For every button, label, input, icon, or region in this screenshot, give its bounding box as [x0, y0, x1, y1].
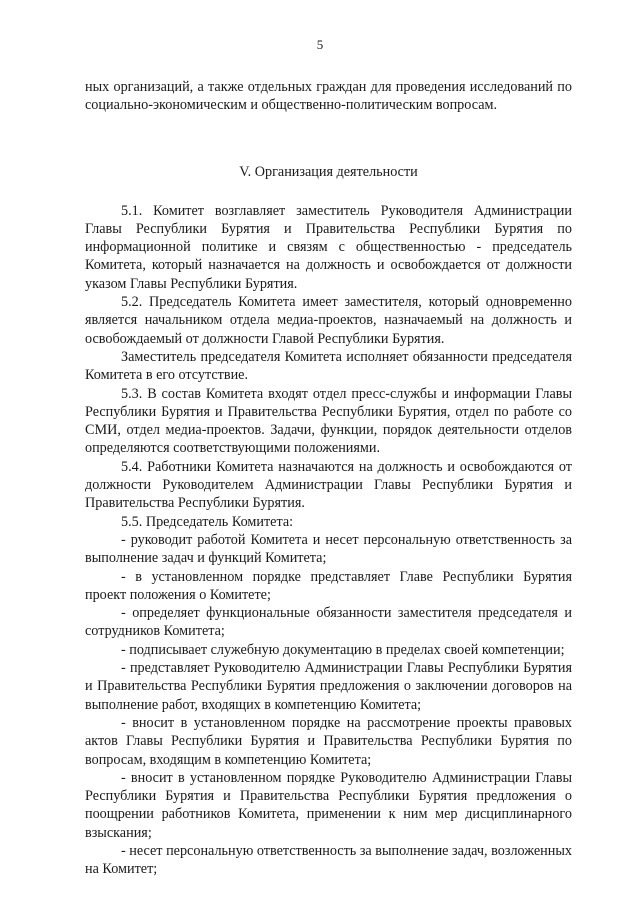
list-item: - вносит в установленном порядке на рассмотрение проекты правовых актов Главы Республики Бурятия и Правительства Республики Бурятия по вопросам, входящим в компетенцию Комитета;	[85, 714, 572, 768]
paragraph-5-5: 5.5. Председатель Комитета:	[121, 513, 294, 530]
page-number: 5	[316, 37, 324, 52]
list-item: - руководит работой Комитета и несет персональную ответственность за выполнение задач и функций Комитета;	[85, 531, 572, 567]
list-item: - подписывает служебную документацию в пределах своей компетенции;	[121, 641, 565, 658]
list-item: - несет персональную ответственность за выполнение задач, возложенных на Комитет;	[85, 842, 572, 878]
continuation-paragraph: ных организаций, а также отдельных граждан для проведения исследований по социально-экономическим и общественно-политическим вопросам.	[85, 79, 572, 114]
paragraph-5-3: 5.3. В состав Комитета входят отдел пресс-службы и информации Главы Республики Бурятия и Правительства Республики Бурятия, отдел по работе со СМИ, отдел медиа-проектов. Задачи, функции, порядок деятельности отделов определяются соответствующими положениями.	[85, 385, 572, 457]
paragraph-5-1: 5.1. Комитет возглавляет заместитель Руководителя Администрации Главы Республики Бурятия и Правительства Республики Бурятия по информационной политике и связям с общественностью - председатель Комитета, который назначается на должность и освобождается от должности указом Главы Республики Бурятия.	[85, 202, 572, 292]
list-item: - представляет Руководителю Администрации Главы Республики Бурятия и Правительства Республики Бурятия предложения о заключении договоров на выполнение работ, входящих в компетенцию Комитета;	[85, 660, 572, 713]
list-item: - определяет функциональные обязанности заместителя председателя и сотрудников Комитета;	[85, 605, 572, 640]
list-item: - в установленном порядке представляет Главе Республики Бурятия проект положения о Комитете;	[85, 568, 572, 603]
paragraph-deputy: Заместитель председателя Комитета исполняет обязанности председателя Комитета в его отсутствие.	[85, 348, 572, 384]
paragraph-5-2: 5.2. Председатель Комитета имеет заместителя, который одновременно является начальником отдела медиа-проектов, назначаемый на должность и освобождаемый от должности Главой Республики Бурятия.	[85, 294, 572, 347]
section-heading: V. Организация деятельности	[239, 163, 418, 180]
paragraph-5-4: 5.4. Работники Комитета назначаются на должность и освобождаются от должности Руководителем Администрации Главы Республики Бурятия и Правительства Республики Бурятия.	[85, 458, 572, 512]
document-body	[85, 78, 572, 879]
list-item: - вносит в установленном порядке Руководителю Администрации Главы Республики Бурятия и Правительства Республики Бурятия предложения о поощрении работников Комитета, применении к ним мер дисциплинарного взыскания;	[85, 769, 572, 841]
